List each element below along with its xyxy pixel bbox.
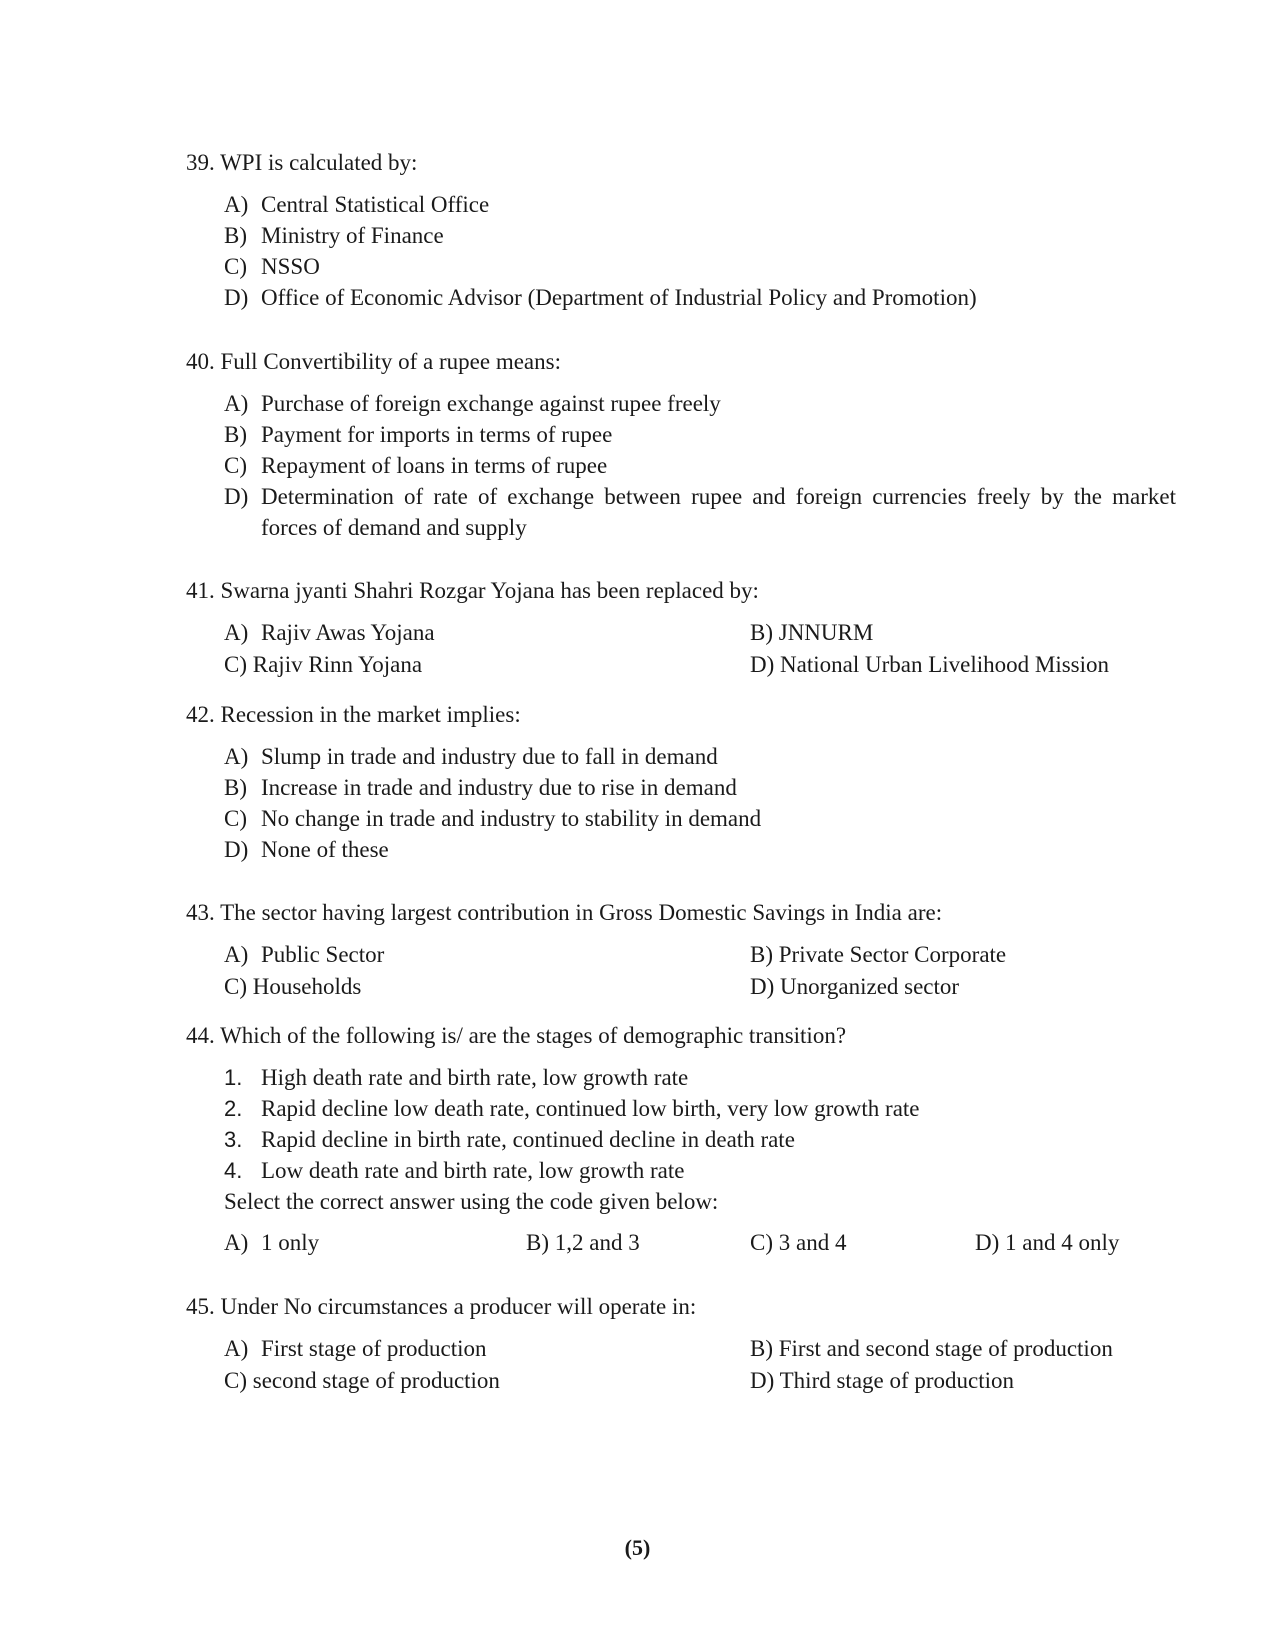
- question-number: 39.: [186, 150, 215, 175]
- option-label: A): [224, 391, 249, 416]
- question-stem: [186, 575, 1176, 606]
- question-40: [186, 346, 1176, 543]
- question-text: Full Convertibility of a rupee means:: [220, 349, 561, 374]
- question-text: Under No circumstances a producer will operate in:: [220, 1294, 697, 1319]
- option-label: C): [224, 806, 247, 831]
- options-grid: [186, 1333, 1176, 1397]
- question-44: [186, 1020, 1176, 1259]
- option-c[interactable]: [224, 649, 422, 680]
- option-d[interactable]: [224, 834, 1176, 865]
- option-label: B): [224, 223, 247, 248]
- option-text: 1 only: [261, 1230, 320, 1255]
- option-label: A): [224, 1336, 249, 1361]
- option-label: A): [224, 744, 249, 769]
- option-a[interactable]: [224, 388, 1176, 419]
- option-text: Private Sector Corporate: [778, 942, 1007, 967]
- options-grid: [186, 617, 1176, 681]
- option-c[interactable]: [224, 803, 1176, 834]
- option-label: D): [975, 1230, 1000, 1255]
- option-text: 1 and 4 only: [1005, 1230, 1120, 1255]
- question-text: The sector having largest contribution in Gross Domestic Savings in India are:: [220, 900, 943, 925]
- option-text: Unorganized sector: [780, 974, 960, 999]
- answer-instruction: Select the correct answer using the code given below:: [224, 1189, 719, 1214]
- statement-item: [224, 1155, 1176, 1186]
- option-b[interactable]: [224, 220, 1176, 251]
- option-d[interactable]: [750, 971, 959, 1002]
- question-stem: [186, 1291, 1176, 1322]
- option-b[interactable]: [750, 1333, 1113, 1364]
- option-text: Central Statistical Office: [261, 192, 490, 217]
- option-b[interactable]: [750, 939, 1006, 970]
- options-grid: [186, 1227, 1176, 1259]
- option-label: B): [224, 422, 247, 447]
- option-a[interactable]: [224, 1227, 319, 1258]
- option-label: B): [224, 775, 247, 800]
- option-a[interactable]: [224, 741, 1176, 772]
- statement-text: Low death rate and birth rate, low growth rate: [261, 1158, 685, 1183]
- option-label: C): [224, 652, 247, 677]
- option-b[interactable]: [224, 419, 1176, 450]
- statement-item: [224, 1062, 1176, 1093]
- option-b[interactable]: [526, 1227, 640, 1258]
- option-text: 3 and 4: [778, 1230, 847, 1255]
- option-label: C): [750, 1230, 773, 1255]
- option-text: Rajiv Rinn Yojana: [252, 652, 423, 677]
- option-text: Slump in trade and industry due to fall in demand: [261, 744, 718, 769]
- option-label: B): [526, 1230, 549, 1255]
- option-text: Payment for imports in terms of rupee: [261, 422, 613, 447]
- option-text: Third stage of production: [779, 1368, 1015, 1393]
- statement-text: High death rate and birth rate, low growth rate: [261, 1065, 689, 1090]
- option-label: C): [224, 254, 247, 279]
- option-label: D): [224, 837, 249, 862]
- question-stem: [186, 346, 1176, 377]
- question-41: [186, 575, 1176, 681]
- option-text: second stage of production: [252, 1368, 500, 1393]
- option-c[interactable]: [224, 1365, 500, 1396]
- option-b[interactable]: [750, 617, 873, 648]
- question-42: [186, 699, 1176, 865]
- option-c[interactable]: [750, 1227, 846, 1258]
- question-number: 40.: [186, 349, 215, 374]
- statement-number: 3.: [224, 1127, 243, 1152]
- option-a[interactable]: [224, 939, 384, 970]
- option-label: B): [750, 620, 773, 645]
- option-a[interactable]: [224, 617, 435, 648]
- statement-number: 1.: [224, 1065, 243, 1090]
- question-number: 43.: [186, 900, 215, 925]
- question-text: Recession in the market implies:: [220, 702, 521, 727]
- option-text: First and second stage of production: [778, 1336, 1113, 1361]
- option-label: A): [224, 620, 249, 645]
- option-b[interactable]: [224, 772, 1176, 803]
- option-text: Increase in trade and industry due to rise in demand: [261, 775, 737, 800]
- options-grid: [186, 939, 1176, 1003]
- question-45: [186, 1291, 1176, 1397]
- option-label: D): [750, 974, 775, 999]
- option-text: Households: [252, 974, 362, 999]
- option-text: Repayment of loans in terms of rupee: [261, 453, 608, 478]
- question-number: 45.: [186, 1294, 215, 1319]
- option-c[interactable]: [224, 971, 361, 1002]
- statement-text: Rapid decline in birth rate, continued decline in death rate: [261, 1127, 795, 1152]
- option-label: A): [224, 192, 249, 217]
- options-list: [224, 189, 1176, 313]
- question-39: [186, 147, 1176, 313]
- question-number: 41.: [186, 578, 215, 603]
- options-list: [224, 741, 1176, 865]
- option-text: JNNURM: [778, 620, 874, 645]
- statement-number: 4.: [224, 1158, 243, 1183]
- page-number: (5): [624, 1535, 651, 1560]
- question-number: 44.: [186, 1023, 215, 1048]
- question-stem: [186, 1020, 1176, 1051]
- option-d[interactable]: [750, 649, 1109, 680]
- option-text: None of these: [261, 837, 389, 862]
- option-label: D): [224, 285, 249, 310]
- option-d[interactable]: [750, 1365, 1014, 1396]
- option-text: 1,2 and 3: [554, 1230, 640, 1255]
- option-label: B): [750, 942, 773, 967]
- option-c[interactable]: [224, 450, 1176, 481]
- question-number: 42.: [186, 702, 215, 727]
- option-label: D): [224, 484, 249, 509]
- option-label: A): [224, 942, 249, 967]
- option-text: National Urban Livelihood Mission: [780, 652, 1110, 677]
- question-stem: [186, 897, 1176, 928]
- statement-number: 2.: [224, 1096, 243, 1121]
- option-label: D): [750, 1368, 775, 1393]
- option-a[interactable]: [224, 189, 1176, 220]
- statement-text: Rapid decline low death rate, continued low birth, very low growth rate: [261, 1096, 920, 1121]
- option-a[interactable]: [224, 1333, 487, 1364]
- option-text: Rajiv Awas Yojana: [261, 620, 435, 645]
- option-label: A): [224, 1230, 249, 1255]
- question-43: [186, 897, 1176, 1003]
- option-d[interactable]: [224, 481, 1176, 543]
- option-label: C): [224, 453, 247, 478]
- option-label: B): [750, 1336, 773, 1361]
- statements-list: [224, 1062, 1176, 1186]
- option-text: Ministry of Finance: [261, 223, 444, 248]
- options-list: [224, 388, 1176, 543]
- option-text: Purchase of foreign exchange against rupee freely: [261, 391, 721, 416]
- statement-item: [224, 1093, 1176, 1124]
- statement-item: [224, 1124, 1176, 1155]
- option-text: Office of Economic Advisor (Department of Industrial Policy and Promotion): [261, 285, 977, 310]
- question-stem: [186, 699, 1176, 730]
- option-text: First stage of production: [261, 1336, 487, 1361]
- question-stem: [186, 147, 1176, 178]
- option-text: Public Sector: [261, 942, 385, 967]
- option-c[interactable]: [224, 251, 1176, 282]
- question-text: WPI is calculated by:: [220, 150, 418, 175]
- option-label: C): [224, 974, 247, 999]
- question-text: Swarna jyanti Shahri Rozgar Yojana has been replaced by:: [220, 578, 759, 603]
- option-label: C): [224, 1368, 247, 1393]
- option-label: D): [750, 652, 775, 677]
- option-d[interactable]: [224, 282, 1176, 313]
- option-text: No change in trade and industry to stability in demand: [261, 806, 762, 831]
- question-text: Which of the following is/ are the stages of demographic transition?: [220, 1023, 847, 1048]
- option-d[interactable]: [975, 1227, 1119, 1258]
- option-text: Determination of rate of exchange between rupee and foreign currencies freely by the market forces of demand and supply: [261, 484, 1176, 540]
- option-text: NSSO: [261, 254, 320, 279]
